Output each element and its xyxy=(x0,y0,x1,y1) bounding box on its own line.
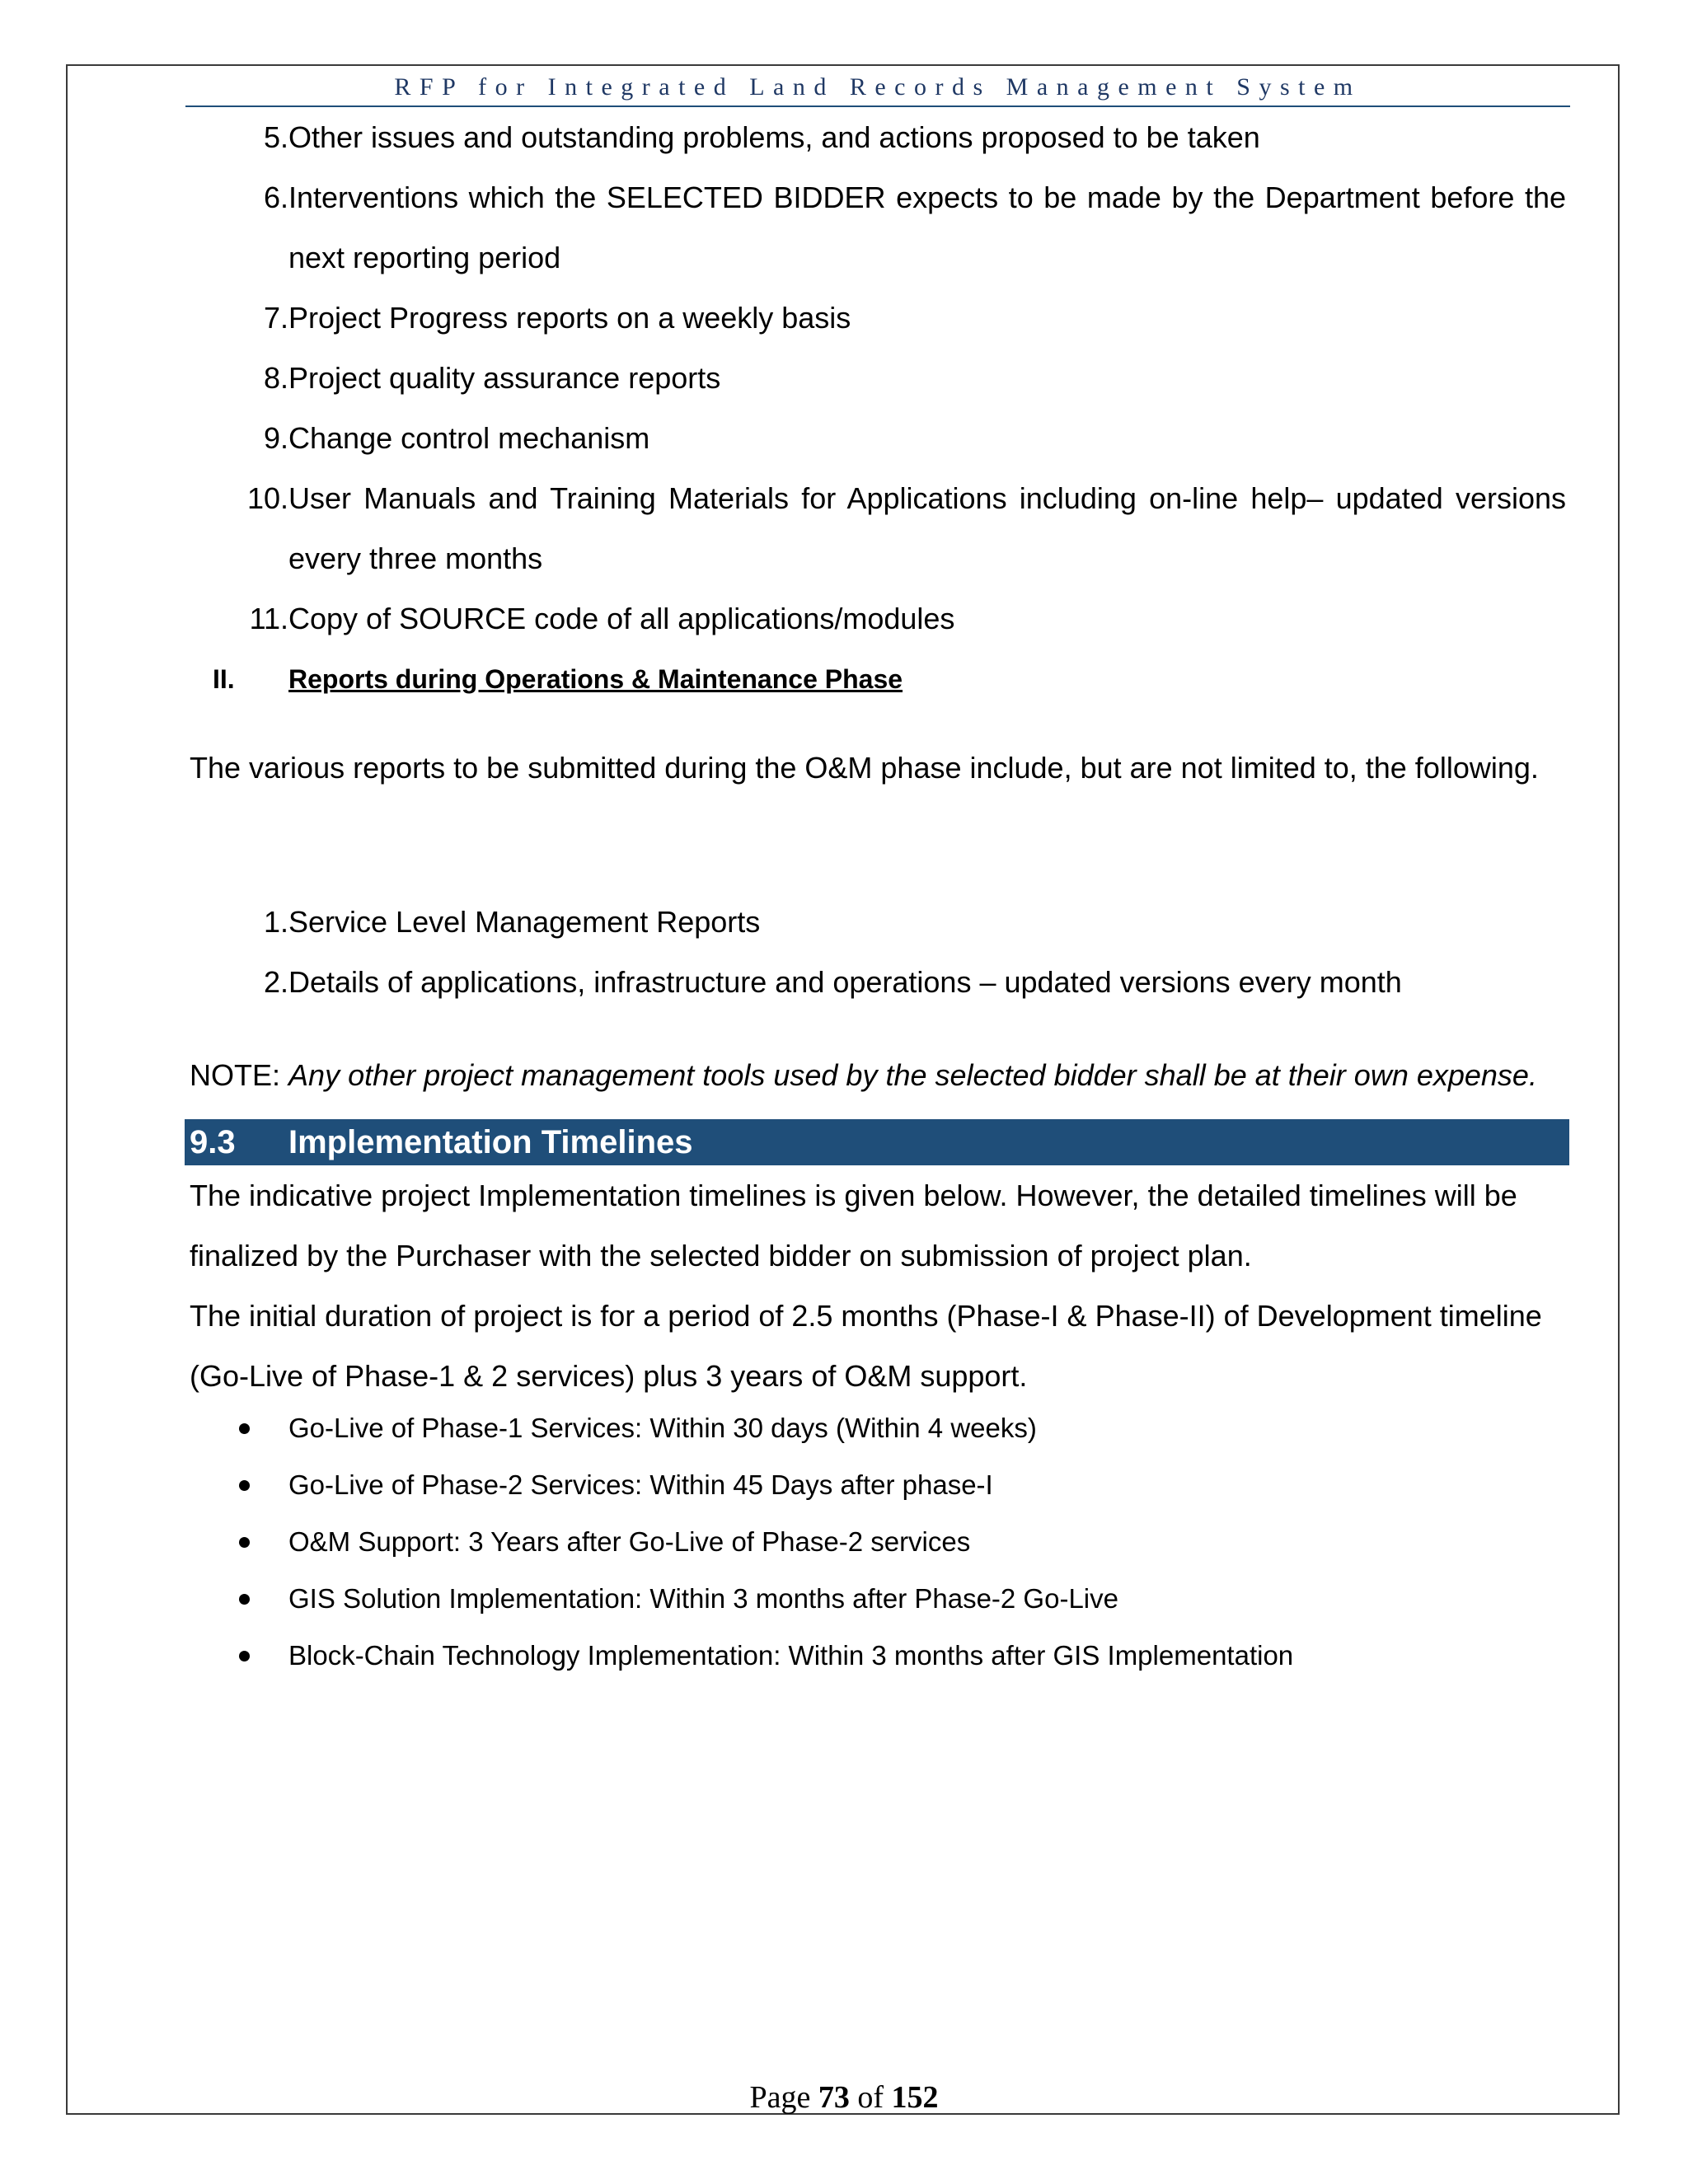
bullet-item xyxy=(239,1635,1566,1676)
bullet-item xyxy=(239,1408,1566,1449)
list-number: 9. xyxy=(263,421,288,455)
list-text: User Manuals and Training Materials for Applications including on-line help– updated versions xyxy=(288,481,1566,515)
timeline-paragraph-1: The indicative project Implementation timelines is given below. However, the detailed timelines will be finalized by the Purchaser with the selected bidder on submission of project plan. xyxy=(190,1179,1517,1272)
list-item xyxy=(239,468,1566,588)
list-item xyxy=(239,348,1566,408)
running-header: RFP for Integrated Land Records Management System xyxy=(185,71,1570,107)
list-item xyxy=(239,288,1566,348)
bullet-icon xyxy=(239,1594,250,1605)
list-number: 6. xyxy=(263,180,288,214)
note-text: Any other project management tools used by the selected bidder shall be at their own expense. xyxy=(288,1058,1537,1092)
list-item xyxy=(239,167,1566,288)
list-number: 2. xyxy=(263,965,288,999)
list-text: Details of applications, infrastructure and operations – updated versions every month xyxy=(288,965,1402,999)
list-text: Change control mechanism xyxy=(288,421,650,455)
list-item xyxy=(239,892,1566,952)
bullet-item xyxy=(239,1465,1566,1506)
list-number: 11. xyxy=(249,602,288,635)
footer-of: of xyxy=(849,2080,892,2115)
list-text: Other issues and outstanding problems, and actions proposed to be taken xyxy=(288,120,1260,154)
list-number: 1. xyxy=(263,905,288,939)
list-item xyxy=(239,107,1566,167)
note-paragraph xyxy=(190,1045,1566,1105)
list-text: Copy of SOURCE code of all applications/modules xyxy=(288,602,955,635)
timeline-paragraph-2: The initial duration of project is for a period of 2.5 months (Phase-I & Phase-II) of Development timeline (Go-Live of Phase-1 & 2 services) plus 3 years of O&M support. xyxy=(190,1299,1542,1393)
bullet-text: Go-Live of Phase-2 Services: Within 45 Days after phase-I xyxy=(288,1469,993,1500)
bullet-icon xyxy=(239,1423,250,1434)
current-page-number: 73 xyxy=(818,2080,850,2115)
bullet-icon xyxy=(239,1651,250,1661)
list-text: Project Progress reports on a weekly basis xyxy=(288,301,851,335)
list-item xyxy=(239,408,1566,468)
list-number: 5. xyxy=(263,120,288,154)
list-item xyxy=(239,952,1566,1012)
total-page-count: 152 xyxy=(891,2080,939,2115)
subsection-heading: Reports during Operations & Maintenance Phase xyxy=(288,664,903,694)
om-intro-paragraph: The various reports to be submitted during the O&M phase include, but are not limited to, the following. xyxy=(190,751,1539,785)
bullet-text: Block-Chain Technology Implementation: Within 3 months after GIS Implementation xyxy=(288,1640,1294,1671)
list-text: Interventions which the SELECTED BIDDER expects to be made by the Department before the xyxy=(288,180,1566,214)
list-text-continued: every three months xyxy=(288,541,543,575)
footer-prefix: Page xyxy=(749,2080,818,2115)
bullet-item xyxy=(239,1578,1566,1619)
section-title: Implementation Timelines xyxy=(288,1124,693,1160)
bullet-text: Go-Live of Phase-1 Services: Within 30 days (Within 4 weeks) xyxy=(288,1413,1037,1443)
note-label: NOTE: xyxy=(190,1058,281,1092)
page-number-footer xyxy=(0,2079,1688,2116)
subsection-numeral: II. xyxy=(213,664,235,694)
list-number: 10. xyxy=(246,481,288,515)
bullet-text: O&M Support: 3 Years after Go-Live of Phase-2 services xyxy=(288,1526,971,1557)
bullet-item xyxy=(239,1521,1566,1563)
list-number: 7. xyxy=(263,301,288,335)
section-heading-bar xyxy=(185,1119,1569,1165)
bullet-text: GIS Solution Implementation: Within 3 months after Phase-2 Go-Live xyxy=(288,1583,1118,1614)
list-text-continued: next reporting period xyxy=(288,241,561,274)
bullet-icon xyxy=(239,1537,250,1548)
list-number: 8. xyxy=(263,361,288,395)
section-number: 9.3 xyxy=(190,1124,236,1160)
list-text: Project quality assurance reports xyxy=(288,361,721,395)
bullet-icon xyxy=(239,1480,250,1491)
list-item xyxy=(239,588,1566,649)
list-text: Service Level Management Reports xyxy=(288,905,761,939)
